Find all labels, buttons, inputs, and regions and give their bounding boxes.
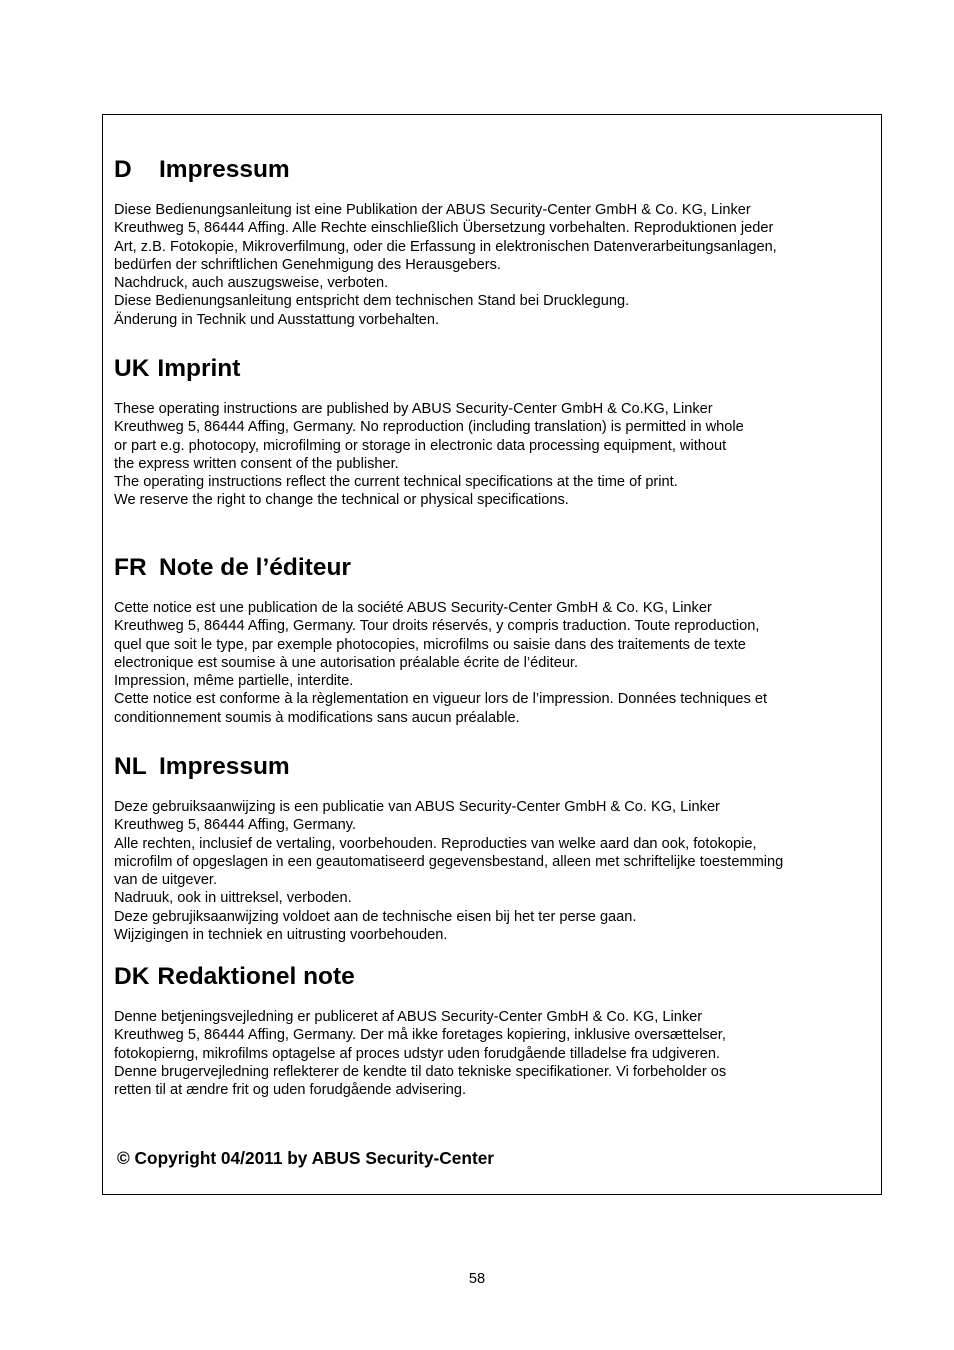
body-line: We reserve the right to change the technical or physical specifications. [114, 492, 569, 509]
section-title: Note de l’éditeur [159, 554, 351, 581]
section-body-de [114, 201, 864, 329]
section-heading-nl [114, 752, 864, 782]
section-body-fr [114, 599, 864, 727]
body-line: Wijzigingen in techniek en uitrusting voorbehouden. [114, 927, 448, 944]
body-line: van de uitgever. [114, 872, 218, 889]
body-line: Kreuthweg 5, 86444 Affing, Germany. No reproduction (including translation) is permitted in whole [114, 419, 744, 436]
body-line: Diese Bedienungsanleitung entspricht dem technischen Stand bei Drucklegung. [114, 293, 630, 310]
body-line: Impression, même partielle, interdite. [114, 673, 354, 690]
body-line: Kreuthweg 5, 86444 Affing, Germany. Tour droits réservés, y compris traduction. Toute reproduction, [114, 618, 760, 635]
language-code: FR [114, 554, 147, 581]
body-line: Nachdruck, auch auszugsweise, verboten. [114, 275, 389, 292]
section-fr [114, 553, 864, 727]
page-number: 58 [468, 1271, 486, 1287]
section-nl [114, 752, 864, 944]
section-title: Redaktionel note [157, 963, 355, 990]
body-line: Cette notice est une publication de la société ABUS Security-Center GmbH & Co. KG, Linker [114, 600, 712, 616]
language-code: UK [114, 355, 150, 382]
body-line: or part e.g. photocopy, microfilming or storage in electronic data processing equipment, without [114, 437, 727, 454]
language-code: NL [114, 753, 147, 780]
body-line: Nadruuk, ook in uittreksel, verboden. [114, 890, 352, 907]
section-title: Imprint [157, 355, 241, 382]
section-heading-fr [114, 553, 864, 583]
section-title: Impressum [159, 753, 290, 780]
section-heading-de [114, 155, 864, 185]
body-line: quel que soit le type, par exemple photocopies, microfilms ou saisie dans des traitements de texte [114, 636, 746, 653]
imprint-frame [102, 114, 882, 1195]
body-line: Denne betjeningsvejledning er publiceret af ABUS Security-Center GmbH & Co. KG, Linker [114, 1009, 703, 1025]
section-body-uk [114, 400, 864, 510]
body-line: Diese Bedienungsanleitung ist eine Publikation der ABUS Security-Center GmbH & Co. KG, Linker [114, 202, 751, 218]
section-body-nl [114, 798, 864, 944]
body-line: Kreuthweg 5, 86444 Affing. Alle Rechte einschließlich Übersetzung vorbehalten. Reproduktionen jeder [114, 220, 774, 237]
body-line: microfilm of opgeslagen in een geautomatiseerd gegevensbestand, alleen met schriftelijke toestemming [114, 853, 784, 870]
body-line: Deze gebrujiksaanwijzing voldoet aan de technische eisen bij het ter perse gaan. [114, 908, 637, 925]
body-line: Änderung in Technik und Ausstattung vorbehalten. [114, 311, 440, 328]
body-line: Kreuthweg 5, 86444 Affing, Germany. [114, 817, 357, 834]
body-line: Cette notice est conforme à la règlementation en vigueur lors de l’impression. Données techniques et [114, 691, 768, 708]
copyright-notice: © Copyright 04/2011 by ABUS Security-Center [117, 1148, 495, 1168]
body-line: retten til at ændre frit og uden forudgående advisering. [114, 1082, 467, 1099]
section-de [114, 155, 864, 329]
language-code: D [114, 156, 132, 183]
section-uk [114, 354, 864, 510]
language-code: DK [114, 963, 150, 990]
body-line: electronique est soumise à une autorisation préalable écrite de l’éditeur. [114, 654, 579, 671]
body-line: conditionnement soumis à modifications sans aucun préalable. [114, 709, 520, 726]
section-dk [114, 962, 864, 1099]
body-line: Denne brugervejledning reflekterer de kendte til dato tekniske specifikationer. Vi forbeholder os [114, 1063, 727, 1080]
section-body-dk [114, 1008, 864, 1099]
body-line: Art, z.B. Fotokopie, Mikroverfilmung, oder die Erfassung in elektronischen Datenverarbeitungsanlagen, [114, 238, 777, 255]
section-title: Impressum [159, 156, 290, 183]
body-line: bedürfen der schriftlichen Genehmigung des Herausgebers. [114, 256, 501, 273]
section-heading-dk [114, 962, 864, 992]
body-line: Deze gebruiksaanwijzing is een publicatie van ABUS Security-Center GmbH & Co. KG, Linker [114, 799, 720, 815]
body-line: Kreuthweg 5, 86444 Affing, Germany. Der må ikke foretages kopiering, inklusive oversættelser, [114, 1027, 726, 1044]
body-line: the express written consent of the publisher. [114, 455, 399, 472]
body-line: The operating instructions reflect the current technical specifications at the time of print. [114, 474, 678, 491]
body-line: Alle rechten, inclusief de vertaling, voorbehouden. Reproducties van welke aard dan ook, fotokopie, [114, 835, 757, 852]
body-line: fotokopierng, mikrofilms optagelse af proces udstyr uden forudgående tilladelse fra udgiveren. [114, 1045, 720, 1062]
body-line: These operating instructions are published by ABUS Security-Center GmbH & Co.KG, Linker [114, 401, 713, 417]
section-heading-uk [114, 354, 864, 384]
